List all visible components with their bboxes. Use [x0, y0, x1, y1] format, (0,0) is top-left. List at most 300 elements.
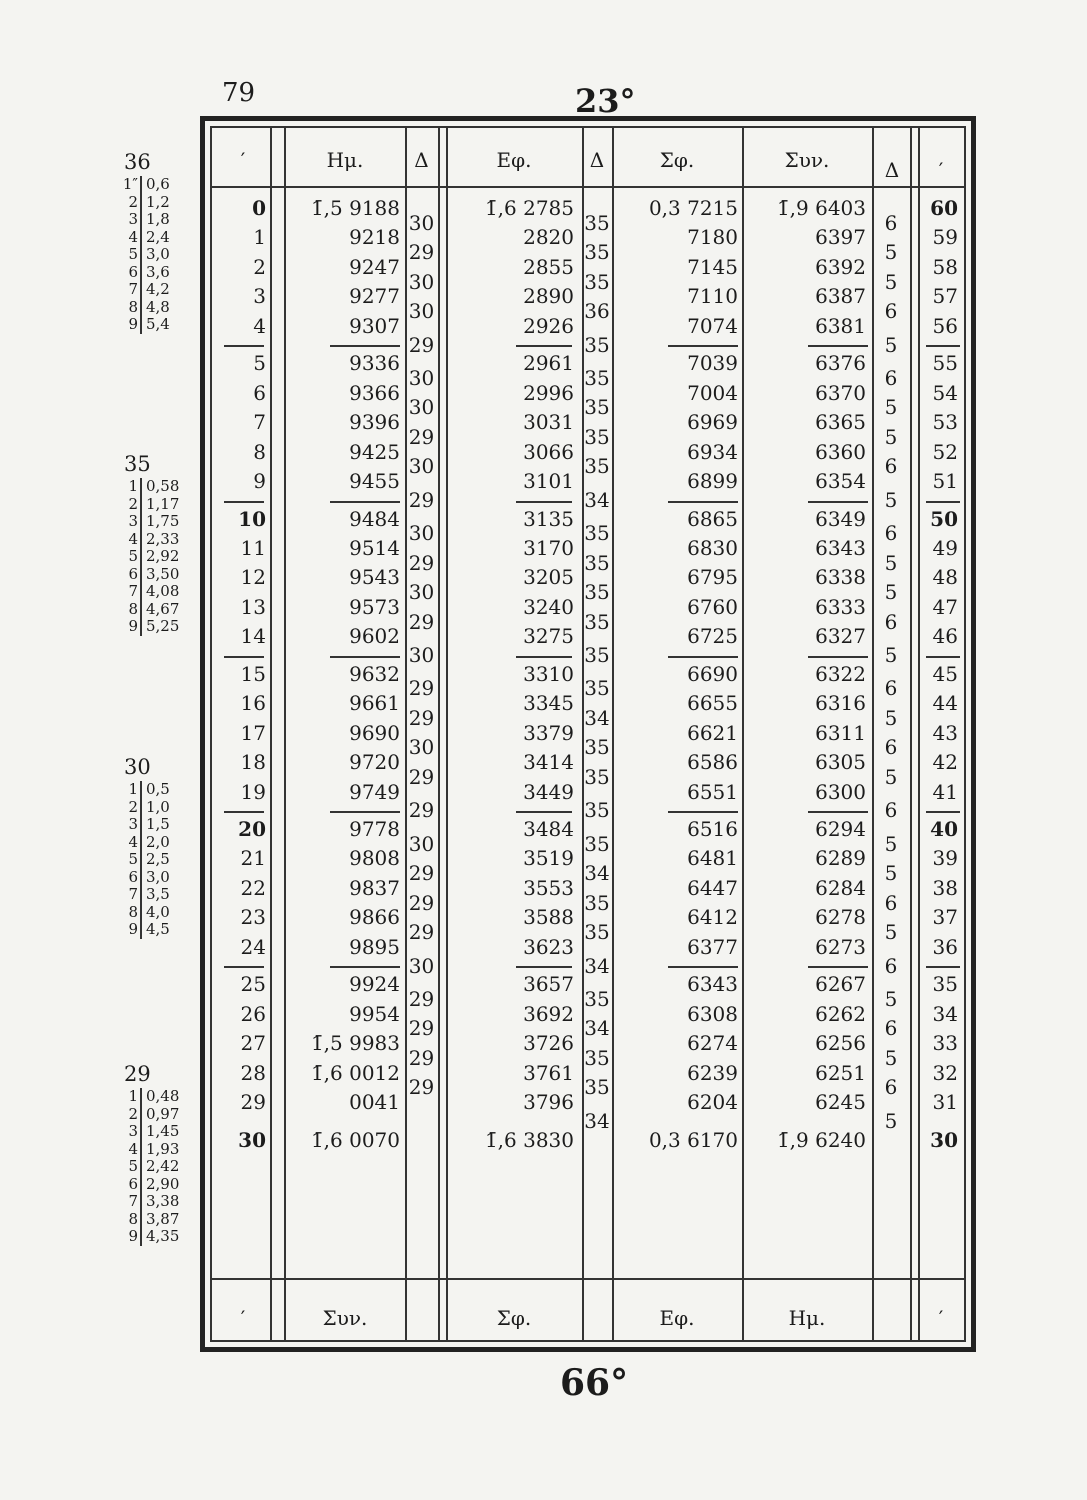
cos-value: 6376: [815, 351, 866, 376]
cot-value: 6621: [687, 720, 738, 745]
group-separator: [330, 811, 400, 813]
proportional-parts-row: [128, 832, 170, 852]
cos-difference: 5: [884, 424, 898, 449]
cos-difference: 6: [884, 521, 898, 546]
proportional-parts-table: [110, 452, 179, 636]
cos-difference: 5: [884, 831, 898, 856]
minute-left-value: 4: [253, 313, 266, 338]
tan-difference: 34: [584, 1108, 610, 1133]
proportional-parts-value: 2,90: [146, 1174, 180, 1193]
tan-difference: 35: [584, 332, 610, 357]
proportional-parts-count: 2: [128, 797, 138, 816]
header-delta-sin: Δ: [414, 148, 429, 172]
tan-difference: 34: [584, 1016, 610, 1041]
header-cot: Σφ.: [659, 148, 695, 172]
cot-value: 6830: [687, 535, 738, 560]
tan-value: 3135: [523, 506, 574, 531]
minute-left-value: 18: [240, 750, 266, 775]
minute-right-value: 45: [932, 661, 958, 686]
tan-value: 2890: [523, 284, 574, 309]
group-separator: [668, 811, 738, 813]
page-number: 79: [222, 78, 256, 108]
group-separator: [808, 345, 868, 347]
sin-value: 9808: [349, 846, 400, 871]
tan-value: 3484: [523, 817, 574, 841]
sin-value: 9749: [349, 779, 400, 804]
group-separator: [516, 345, 572, 347]
cot-value: 6447: [687, 875, 738, 900]
proportional-parts-value: 1,8: [146, 210, 170, 228]
sin-value: 9247: [349, 254, 400, 279]
tan-value: 3796: [523, 1090, 574, 1115]
sin-value: 9277: [349, 284, 400, 309]
proportional-parts-row: [128, 315, 170, 334]
minute-right-value: 49: [932, 535, 958, 560]
minute-right-value: 44: [932, 691, 958, 716]
cos-value: 6338: [815, 565, 866, 590]
footer-cot: Σφ.: [496, 1306, 532, 1330]
proportional-parts-row: [128, 867, 170, 887]
proportional-parts-count: 2: [128, 192, 138, 211]
proportional-parts-count: 5: [128, 850, 138, 868]
tan-difference: 35: [584, 1045, 610, 1070]
proportional-parts-head: 29: [124, 1062, 151, 1086]
cos-difference: 6: [884, 210, 898, 235]
minute-left-value: 29: [240, 1090, 266, 1115]
cot-value: 0,3 6170: [648, 1127, 738, 1152]
cot-value: 7145: [687, 254, 738, 279]
cos-difference: 5: [884, 643, 898, 668]
minute-left-value: 19: [240, 779, 266, 804]
sin-value: 9954: [349, 1001, 400, 1026]
cos-value: 6267: [815, 972, 866, 997]
minute-right-value: 34: [932, 1001, 958, 1026]
tan-difference: 35: [584, 269, 610, 294]
tan-difference: 34: [584, 861, 610, 886]
group-separator: [668, 656, 738, 658]
sin-value: 9573: [349, 594, 400, 619]
group-separator: [668, 966, 738, 968]
proportional-parts-count: 8: [128, 297, 138, 316]
cos-difference: 6: [884, 953, 898, 978]
cos-value: 6327: [815, 624, 866, 649]
proportional-parts-value: 1,75: [146, 512, 180, 530]
cos-difference: 6: [884, 1016, 898, 1041]
group-separator: [926, 811, 960, 813]
proportional-parts-count: 9: [128, 315, 138, 333]
sin-difference: 30: [408, 580, 435, 605]
tan-difference: 35: [584, 920, 610, 945]
tan-value: 2820: [523, 225, 574, 250]
proportional-parts-value: 4,67: [146, 599, 180, 618]
sin-difference: 30: [408, 454, 435, 479]
sin-value: 9396: [349, 410, 400, 435]
proportional-parts-row: [128, 1087, 180, 1106]
proportional-parts-count: 1″: [122, 175, 138, 193]
group-separator: [516, 966, 572, 968]
tan-value: 3657: [523, 972, 574, 997]
minute-right-value: 52: [932, 439, 958, 464]
group-separator: [224, 345, 264, 347]
tan-difference: 35: [584, 521, 610, 546]
proportional-parts-row: [122, 175, 170, 194]
proportional-parts-row: [128, 477, 180, 496]
sin-value: 9484: [349, 506, 400, 531]
tan-value: 1̄,6 2785: [484, 196, 574, 220]
sin-difference: 29: [408, 986, 435, 1011]
sin-difference: 29: [408, 240, 435, 265]
sin-value: 9778: [349, 817, 400, 841]
cot-value: 7074: [687, 313, 738, 338]
proportional-parts-row: [128, 210, 170, 229]
cos-value: 6365: [815, 410, 866, 435]
cos-difference: 6: [884, 454, 898, 479]
sin-difference: 29: [408, 609, 435, 634]
tan-value: 3519: [523, 846, 574, 871]
cos-difference: 6: [884, 890, 898, 915]
cos-difference: 6: [884, 676, 898, 701]
proportional-parts-value: 4,5: [146, 920, 170, 938]
minute-left-value: 28: [240, 1060, 266, 1085]
proportional-parts-count: 7: [128, 582, 138, 600]
minute-left-value: 9: [253, 469, 266, 494]
cot-value: 7039: [687, 351, 738, 376]
minute-right-value: 43: [932, 720, 958, 745]
group-separator: [808, 811, 868, 813]
sin-value: 9837: [349, 875, 400, 900]
proportional-parts-value: 3,5: [146, 885, 170, 903]
cos-value: 6316: [815, 691, 866, 716]
proportional-parts-count: 7: [128, 1192, 138, 1210]
proportional-parts-value: 3,50: [146, 564, 180, 583]
cos-value: 6322: [815, 661, 866, 686]
cot-value: 7004: [687, 380, 738, 405]
minute-right-value: 37: [932, 905, 958, 930]
minute-left-value: 12: [240, 565, 266, 590]
tan-difference: 35: [584, 643, 610, 668]
minute-right-value: 30: [930, 1127, 958, 1152]
tan-value: 3414: [523, 750, 574, 775]
proportional-parts-count: 9: [128, 1227, 138, 1245]
tan-difference: 35: [584, 798, 610, 823]
proportional-parts-row: [128, 1104, 180, 1124]
sin-difference: 30: [408, 269, 435, 294]
proportional-parts-count: 4: [128, 227, 138, 246]
cot-value: 6274: [687, 1031, 738, 1056]
header-sin: Ημ.: [326, 148, 364, 172]
group-separator: [516, 811, 572, 813]
proportional-parts-value: 2,5: [146, 850, 170, 868]
tan-value: 3588: [523, 905, 574, 930]
cot-value: 6239: [687, 1060, 738, 1085]
sin-value: 9307: [349, 313, 400, 338]
tan-difference: 35: [584, 210, 610, 235]
tan-difference: 34: [584, 953, 610, 978]
proportional-parts-rows: [128, 477, 180, 636]
proportional-parts-head: 30: [124, 755, 151, 779]
cos-value: 6354: [815, 469, 866, 494]
cos-value: 1̄,9 6403: [776, 196, 866, 220]
proportional-parts-row: [128, 245, 170, 264]
sin-value: 9895: [349, 934, 400, 959]
proportional-parts-count: 4: [128, 1139, 138, 1158]
sin-value: 9514: [349, 535, 400, 560]
group-separator: [330, 966, 400, 968]
cos-value: 1̄,9 6240: [776, 1127, 866, 1152]
tan-difference: 35: [584, 676, 610, 701]
group-separator: [516, 501, 572, 503]
sin-value: 1̄,6 0012: [310, 1060, 400, 1085]
tan-difference: 35: [584, 609, 610, 634]
proportional-parts-count: 3: [128, 815, 138, 833]
cot-value: 0,3 7215: [648, 196, 738, 220]
group-separator: [668, 345, 738, 347]
proportional-parts-count: 8: [128, 599, 138, 618]
group-separator: [224, 656, 264, 658]
proportional-parts-row: [128, 582, 180, 601]
proportional-parts-count: 6: [128, 1174, 138, 1193]
sin-difference: 29: [408, 424, 435, 449]
minute-right-value: 32: [932, 1060, 958, 1085]
cot-value: 7180: [687, 225, 738, 250]
proportional-parts-count: 8: [128, 1209, 138, 1228]
minute-left-value: 7: [253, 410, 266, 435]
cos-value: 6370: [815, 380, 866, 405]
cos-difference: 5: [884, 705, 898, 730]
cot-value: 6934: [687, 439, 738, 464]
sin-difference: 29: [408, 764, 435, 789]
sin-difference: 29: [408, 705, 435, 730]
cos-value: 6284: [815, 875, 866, 900]
tan-difference: 35: [584, 395, 610, 420]
tan-difference: 34: [584, 705, 610, 730]
sin-difference: 29: [408, 487, 435, 512]
tan-difference: 35: [584, 890, 610, 915]
proportional-parts-row: [128, 1122, 180, 1141]
minute-right-value: 48: [932, 565, 958, 590]
group-separator: [808, 656, 868, 658]
cot-value: 6865: [687, 506, 738, 531]
group-separator: [516, 656, 572, 658]
proportional-parts-row: [128, 885, 170, 904]
proportional-parts-row: [128, 1209, 180, 1229]
minute-right-value: 59: [932, 225, 958, 250]
minute-right-value: 31: [932, 1090, 958, 1115]
minute-right-value: 55: [932, 351, 958, 376]
sin-difference: 30: [408, 831, 435, 856]
cos-difference: 5: [884, 920, 898, 945]
column-rule: [270, 128, 272, 1340]
minute-right-value: 46: [932, 624, 958, 649]
proportional-parts-count: 5: [128, 547, 138, 565]
minute-right-value: 57: [932, 284, 958, 309]
sin-difference: 30: [408, 395, 435, 420]
proportional-parts-row: [128, 1157, 180, 1176]
group-separator: [224, 811, 264, 813]
cos-value: 6289: [815, 846, 866, 871]
cos-difference: 5: [884, 240, 898, 265]
minute-left-value: 8: [253, 439, 266, 464]
cot-value: 6655: [687, 691, 738, 716]
sin-value: 1̄,6 0070: [310, 1127, 400, 1152]
tan-value: 1̄,6 3830: [484, 1127, 574, 1152]
tan-value: 3275: [523, 624, 574, 649]
footer-cos: Συν.: [322, 1306, 368, 1330]
proportional-parts-value: 5,25: [146, 617, 180, 635]
proportional-parts-row: [128, 599, 180, 619]
tan-value: 3726: [523, 1031, 574, 1056]
cos-value: 6360: [815, 439, 866, 464]
sin-value: 0041: [349, 1090, 400, 1115]
minute-left-value: 14: [240, 624, 266, 649]
group-separator: [330, 656, 400, 658]
proportional-parts-value: 2,4: [146, 227, 170, 246]
cos-difference: 6: [884, 735, 898, 760]
tan-difference: 35: [584, 580, 610, 605]
sin-difference: 29: [408, 332, 435, 357]
proportional-parts-count: 6: [128, 262, 138, 281]
sin-value: 9866: [349, 905, 400, 930]
proportional-parts-value: 0,58: [146, 477, 180, 495]
proportional-parts-value: 0,97: [146, 1104, 180, 1123]
minute-left-value: 24: [240, 934, 266, 959]
header-minute-left: ′: [240, 148, 246, 172]
cot-value: 7110: [687, 284, 738, 309]
minute-right-value: 51: [932, 469, 958, 494]
proportional-parts-count: 9: [128, 617, 138, 635]
sin-value: 9924: [349, 972, 400, 997]
header-minute-right: ′: [938, 158, 944, 182]
tan-value: 3170: [523, 535, 574, 560]
tan-difference: 35: [584, 986, 610, 1011]
group-separator: [224, 966, 264, 968]
minute-left-value: 16: [240, 691, 266, 716]
cot-value: 6377: [687, 934, 738, 959]
minute-right-value: 38: [932, 875, 958, 900]
cot-value: 6586: [687, 750, 738, 775]
proportional-parts-count: 8: [128, 902, 138, 921]
proportional-parts-table: [110, 755, 170, 939]
proportional-parts-count: 5: [128, 1157, 138, 1175]
sin-difference: 29: [408, 676, 435, 701]
minute-left-value: 5: [253, 351, 266, 376]
group-separator: [926, 501, 960, 503]
sin-difference: 29: [408, 1075, 435, 1100]
proportional-parts-value: 3,0: [146, 867, 170, 886]
proportional-parts-row: [128, 920, 170, 939]
proportional-parts-table: [110, 150, 170, 334]
tan-value: 2855: [523, 254, 574, 279]
column-rule: [438, 128, 440, 1340]
cos-value: 6278: [815, 905, 866, 930]
minute-left-value: 6: [253, 380, 266, 405]
tan-value: 3553: [523, 875, 574, 900]
footer-tan: Εφ.: [659, 1306, 695, 1330]
tan-difference: 35: [584, 454, 610, 479]
row-rule: [212, 1278, 964, 1280]
proportional-parts-rows: [128, 1087, 180, 1246]
cos-value: 6311: [815, 720, 866, 745]
cos-value: 6333: [815, 594, 866, 619]
cos-difference: 5: [884, 1045, 898, 1070]
proportional-parts-value: 4,35: [146, 1227, 180, 1245]
sin-value: 9543: [349, 565, 400, 590]
cos-difference: 5: [884, 487, 898, 512]
tan-difference: 35: [584, 831, 610, 856]
group-separator: [330, 345, 400, 347]
proportional-parts-value: 3,6: [146, 262, 170, 281]
header-tan: Εφ.: [496, 148, 532, 172]
sin-difference: 29: [408, 798, 435, 823]
cos-value: 6305: [815, 750, 866, 775]
minute-right-value: 60: [930, 196, 958, 220]
sin-value: 9455: [349, 469, 400, 494]
footer-minute-right: ′: [938, 1306, 944, 1330]
proportional-parts-row: [128, 297, 170, 317]
proportional-parts-count: 3: [128, 210, 138, 228]
proportional-parts-count: 4: [128, 529, 138, 548]
tan-value: 3692: [523, 1001, 574, 1026]
proportional-parts-value: 4,8: [146, 297, 170, 316]
cos-difference: 5: [884, 861, 898, 886]
tan-value: 3623: [523, 934, 574, 959]
degree-heading-top: 23°: [575, 82, 636, 120]
sin-difference: 30: [408, 643, 435, 668]
cos-value: 6387: [815, 284, 866, 309]
proportional-parts-row: [128, 547, 180, 566]
proportional-parts-value: 3,38: [146, 1192, 180, 1210]
proportional-parts-row: [128, 902, 170, 922]
proportional-parts-count: 2: [128, 494, 138, 513]
tan-difference: 35: [584, 764, 610, 789]
header-cos: Συν.: [784, 148, 830, 172]
proportional-parts-count: 7: [128, 885, 138, 903]
minute-right-value: 53: [932, 410, 958, 435]
proportional-parts-row: [128, 192, 170, 212]
sin-value: 9366: [349, 380, 400, 405]
proportional-parts-count: 3: [128, 512, 138, 530]
footer-sin: Ημ.: [788, 1306, 826, 1330]
cos-difference: 6: [884, 609, 898, 634]
cos-value: 6273: [815, 934, 866, 959]
minute-right-value: 35: [932, 972, 958, 997]
proportional-parts-row: [128, 815, 170, 834]
tan-difference: 36: [584, 299, 610, 324]
degree-heading-bottom: 66°: [560, 1362, 629, 1404]
proportional-parts-count: 1: [128, 477, 138, 495]
proportional-parts-value: 3,0: [146, 245, 170, 263]
group-separator: [808, 966, 868, 968]
tan-value: 2926: [523, 313, 574, 338]
minute-left-value: 22: [240, 875, 266, 900]
minute-left-value: 3: [253, 284, 266, 309]
tan-difference: 35: [584, 240, 610, 265]
minute-left-value: 23: [240, 905, 266, 930]
proportional-parts-value: 0,6: [146, 175, 170, 193]
minute-right-value: 41: [932, 779, 958, 804]
minute-left-value: 13: [240, 594, 266, 619]
sin-difference: 29: [408, 1016, 435, 1041]
cos-difference: 5: [884, 986, 898, 1011]
tan-value: 3240: [523, 594, 574, 619]
tan-difference: 35: [584, 424, 610, 449]
cos-difference: 5: [884, 332, 898, 357]
tan-value: 3031: [523, 410, 574, 435]
minute-left-value: 0: [252, 196, 266, 220]
cot-value: 6516: [687, 817, 738, 841]
minute-left-value: 20: [238, 817, 266, 841]
cos-value: 6381: [815, 313, 866, 338]
